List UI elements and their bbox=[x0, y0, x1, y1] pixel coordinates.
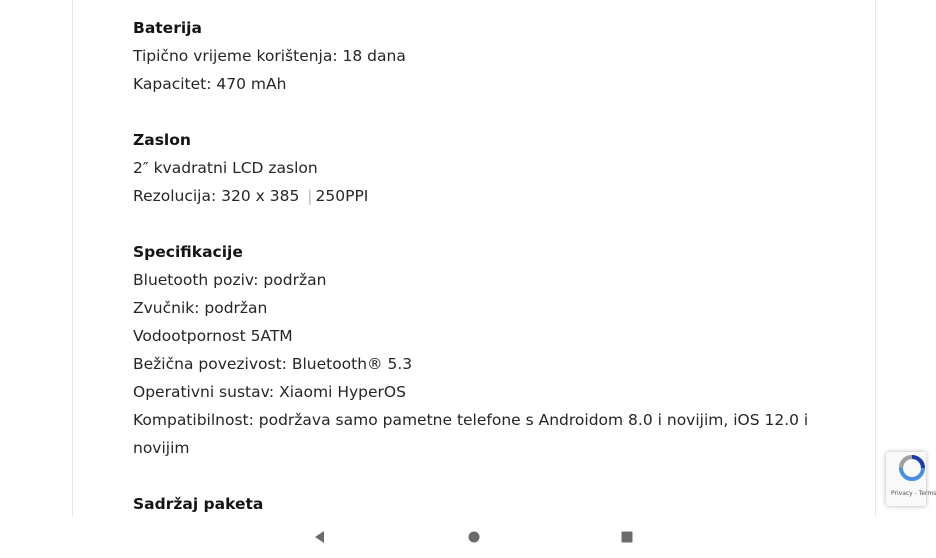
recaptcha-badge[interactable] bbox=[886, 452, 936, 506]
section-title-display: Zaslon bbox=[133, 131, 191, 149]
resolution-separator: | bbox=[307, 187, 313, 205]
recaptcha-privacy-terms[interactable]: Privacy - Terms bbox=[891, 490, 936, 497]
home-button[interactable] bbox=[444, 516, 504, 558]
spec-compatibility: Kompatibilnost: podržava samo pametne telefone s Androidom 8.0 i novijim, iOS 12.0 i bbox=[133, 411, 809, 429]
display-type: 2″ kvadratni LCD zaslon bbox=[133, 159, 318, 177]
ppi-value: 250PPI bbox=[315, 187, 369, 205]
spec-wireless-connectivity: Bežična povezivost: Bluetooth® 5.3 bbox=[133, 355, 413, 373]
spec-operating-system: Operativni sustav: Xiaomi HyperOS bbox=[133, 383, 406, 401]
section-title-specifications: Specifikacije bbox=[133, 243, 243, 261]
back-triangle-icon bbox=[313, 530, 327, 544]
resolution-value: Rezolucija: 320 x 385 bbox=[133, 187, 300, 205]
battery-usage-time: Tipično vrijeme korištenja: 18 dana bbox=[133, 47, 406, 65]
recents-button[interactable] bbox=[597, 516, 657, 558]
recents-square-icon bbox=[620, 530, 634, 544]
battery-capacity: Kapacitet: 470 mAh bbox=[133, 75, 287, 93]
spec-compatibility-continued: novijim bbox=[133, 439, 190, 457]
back-button[interactable] bbox=[290, 516, 350, 558]
specifications-section bbox=[133, 238, 813, 462]
home-circle-icon bbox=[467, 530, 481, 544]
section-title-package-contents: Sadržaj paketa bbox=[133, 495, 264, 513]
product-specifications bbox=[133, 14, 813, 546]
spec-speaker: Zvučnik: podržan bbox=[133, 299, 268, 317]
package-section bbox=[133, 490, 813, 518]
spec-water-resistance: Vodootpornost 5ATM bbox=[133, 327, 293, 345]
recaptcha-icon bbox=[898, 454, 926, 482]
spec-bluetooth-call: Bluetooth poziv: podržan bbox=[133, 271, 327, 289]
display-section bbox=[133, 126, 813, 210]
display-resolution bbox=[133, 182, 813, 210]
android-navigation-bar bbox=[0, 516, 919, 558]
battery-section bbox=[133, 14, 813, 98]
section-title-battery: Baterija bbox=[133, 19, 202, 37]
